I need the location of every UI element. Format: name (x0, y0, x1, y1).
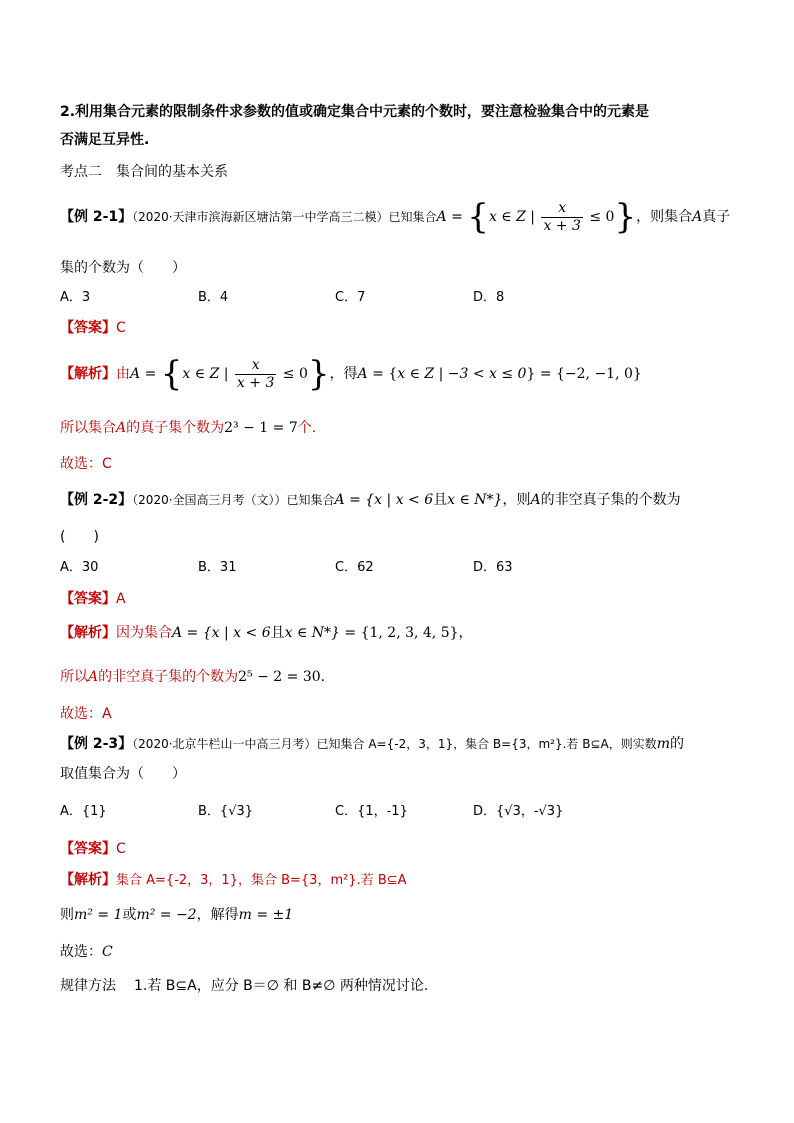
option-a: A．30 (60, 560, 99, 575)
count-line: 所以A的非空真子集的个数为2⁵ − 2 = 30． (60, 669, 335, 685)
option-d: D．8 (473, 290, 505, 305)
example-2-3-question-line2: 取值集合为（ ） (60, 766, 186, 782)
analysis-line: 【解析】集合 A={-2，3，1}，集合 B={3，m²}.若 B⊆A (60, 872, 407, 888)
choice-line: 故选：A (60, 706, 112, 722)
option-a: A．{1} (60, 804, 107, 819)
option-b: B．4 (198, 290, 229, 305)
count-line: 所以集合A的真子集个数为2³ − 1 = 7个. (60, 420, 317, 436)
intro-line-1: 2.利用集合元素的限制条件求参数的值或确定集合中元素的个数时，要注意检验集合中的元素是 (60, 104, 650, 120)
example-2-2-question-line2: ( ) (60, 529, 99, 545)
option-a: A．3 (60, 290, 91, 305)
option-d: D．63 (473, 560, 513, 575)
option-d: D．{√3，-√3} (473, 804, 564, 819)
left-brace: { (467, 197, 489, 237)
choice-line: 故选：C (60, 944, 113, 960)
fraction: $\frac{x}{x + 3}$ (543, 199, 581, 234)
option-c: C．62 (335, 560, 374, 575)
method-line (60, 976, 428, 996)
method-label: 规律方法 (60, 978, 116, 994)
example-2-2-question: 【例 2-2】（2020·全国高三月考（文））已知集合A = {x | x < 6且x ∈ N*}，则A的非空真子集的个数为 (60, 492, 681, 508)
analysis-line: 【解析】由A = {x ∈ Z | $\frac{x}{x + 3}$ ≤ 0}，得A = {x ∈ Z | −3 < x ≤ 0} = {−2, −1, 0} (60, 354, 642, 394)
answer-line: 【答案】A (60, 591, 126, 607)
choice-line: 故选：C (60, 456, 112, 472)
intro-line-2: 否满足互异性. (60, 132, 150, 148)
option-c: C．7 (335, 290, 366, 305)
section-title: 考点二 集合间的基本关系 (60, 164, 228, 180)
example-2-1-question-line2: 集的个数为（ ） (60, 260, 186, 276)
example-2-3-question: 【例 2-3】（2020·北京牛栏山一中高三月考）已知集合 A={-2，3，1}，集合 B={3，m²}.若 B⊆A，则实数m的 (60, 736, 685, 752)
answer-line: 【答案】C (60, 841, 126, 857)
option-c: C．{1，-1} (335, 804, 408, 819)
option-b: B．31 (198, 560, 237, 575)
option-b: B．{√3} (198, 804, 254, 819)
example-2-1-question: 【例 2-1】（2020·天津市滨海新区塘沽第一中学高三二模）已知集合A = {x ∈ Z | $\frac{x}{x + 3}$ ≤ 0}，则集合A真子 (60, 197, 731, 237)
method-text: 1.若 B⊆A，应分 B＝∅ 和 B≠∅ 两种情况讨论. (134, 978, 429, 994)
right-brace: } (614, 197, 637, 237)
example-source: （2020·天津市滨海新区塘沽第一中学高三二模）已知集合 (132, 210, 437, 224)
solve-line: 则m² = 1或m² = −2，解得m = ±1 (60, 907, 294, 923)
example-tag: 【例 2-1】 (60, 209, 133, 225)
answer-line: 【答案】C (60, 320, 126, 336)
analysis-line: 【解析】因为集合A = {x | x < 6且x ∈ N*} = {1, 2, 3, 4, 5}， (60, 625, 473, 641)
